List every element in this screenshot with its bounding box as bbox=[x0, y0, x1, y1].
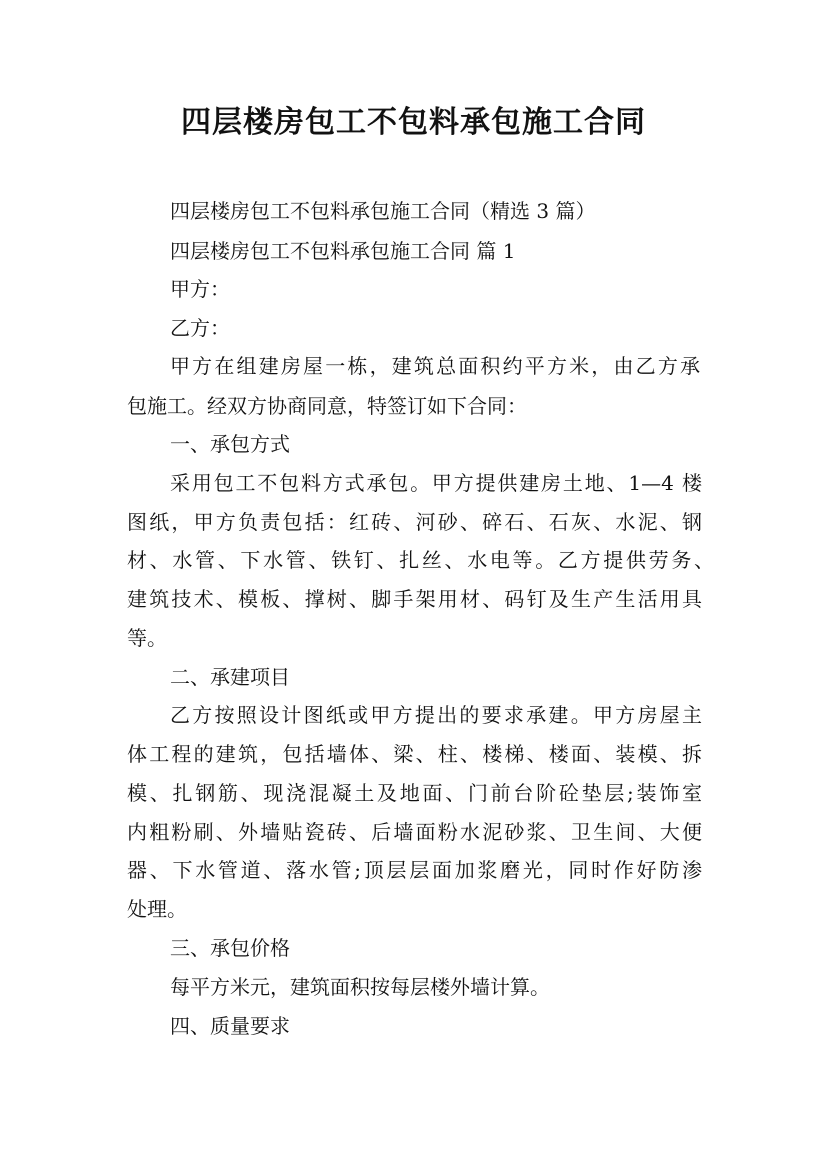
party-a-label: 甲方： bbox=[170, 277, 230, 301]
paragraph-line: 甲方在组建房屋一栋，建筑总面积约平方米，由乙方承 bbox=[170, 354, 700, 378]
paragraph-line: 包施工。经双方协商同意，特签订如下合同： bbox=[127, 394, 527, 418]
paragraph-line: 处理。 bbox=[127, 897, 187, 921]
paragraph-line: 图纸，甲方负责包括：红砖、河砂、碎石、石灰、水泥、钢 bbox=[127, 510, 702, 534]
clause-heading-4: 四、质量要求 bbox=[170, 1014, 290, 1038]
paragraph-line: 等。 bbox=[127, 626, 167, 650]
paragraph-line: 体工程的建筑，包括墙体、梁、柱、楼梯、楼面、装模、拆 bbox=[127, 742, 702, 766]
clause-heading-1: 一、承包方式 bbox=[170, 432, 290, 456]
paragraph-line: 乙方按照设计图纸或甲方提出的要求承建。甲方房屋主 bbox=[170, 703, 702, 727]
party-b-label: 乙方： bbox=[170, 316, 230, 340]
subtitle-line: 四层楼房包工不包料承包施工合同（精选 3 篇） bbox=[170, 199, 596, 223]
document-title: 四层楼房包工不包料承包施工合同 bbox=[181, 105, 646, 140]
paragraph-line: 模、扎钢筋、现浇混凝土及地面、门前台阶砼垫层;装饰室 bbox=[127, 781, 702, 805]
section-heading-1: 四层楼房包工不包料承包施工合同 篇 1 bbox=[170, 239, 516, 263]
paragraph-line: 材、水管、下水管、铁钉、扎丝、水电等。乙方提供劳务、 bbox=[127, 548, 714, 572]
clause-heading-3: 三、承包价格 bbox=[170, 936, 290, 960]
clause-heading-2: 二、承建项目 bbox=[170, 665, 290, 689]
paragraph-line: 建筑技术、模板、撑树、脚手架用材、码钉及生产生活用具 bbox=[127, 587, 702, 611]
paragraph-line: 采用包工不包料方式承包。甲方提供建房土地、1—4 楼 bbox=[170, 471, 702, 495]
paragraph-line: 内粗粉刷、外墙贴瓷砖、后墙面粉水泥砂浆、卫生间、大便 bbox=[127, 820, 702, 844]
paragraph-line: 器、下水管道、落水管;顶层层面加浆磨光，同时作好防渗 bbox=[127, 858, 702, 882]
paragraph-line: 每平方米元，建筑面积按每层楼外墙计算。 bbox=[170, 975, 550, 999]
